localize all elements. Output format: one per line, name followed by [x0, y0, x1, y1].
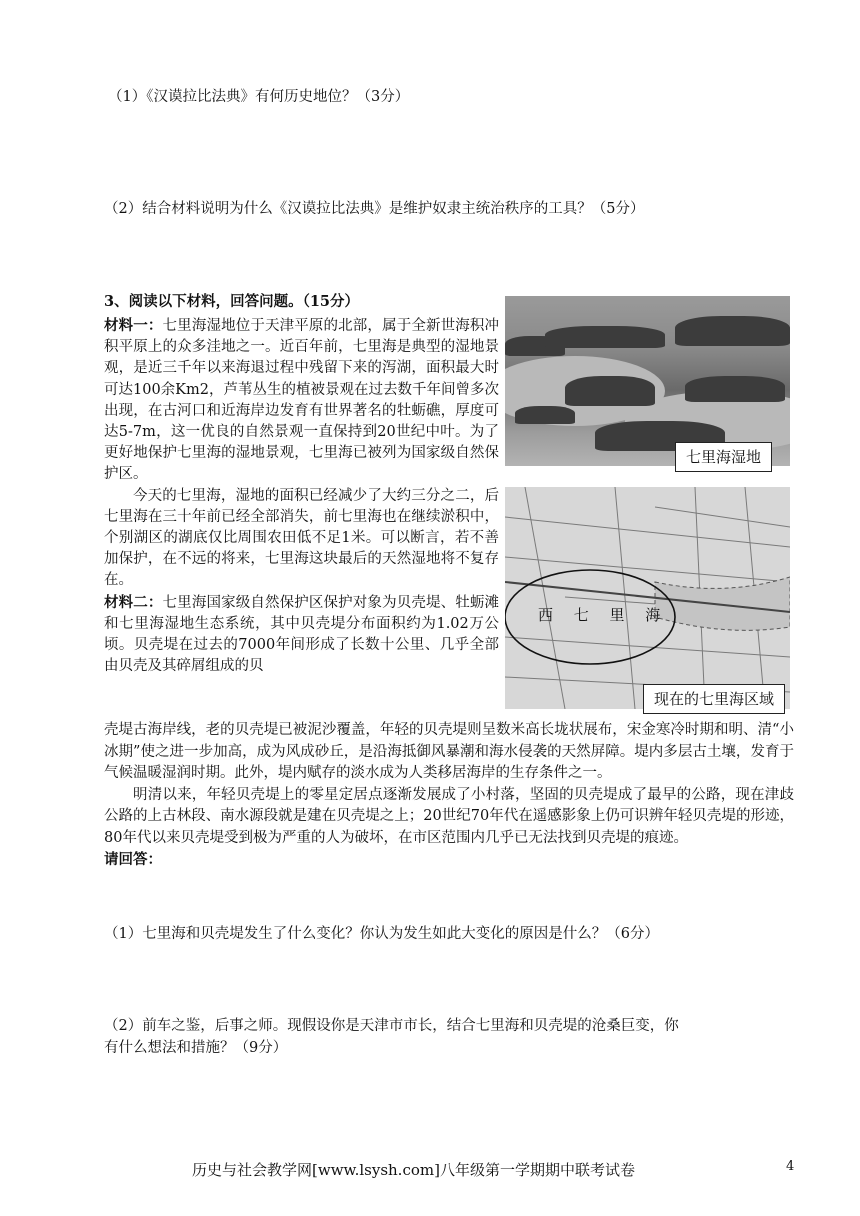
question-1-hammurabi: （1）《汉谟拉比法典》有何历史地位？（3分） [108, 89, 410, 105]
material-1 [104, 315, 499, 677]
footer: 历史与社会教学网[www.lsysh.com]八年级第一学期期中联考试卷 [192, 1161, 635, 1179]
ask-label: 请回答： [104, 851, 162, 868]
question-2-hammurabi: （2）结合材料说明为什么《汉谟拉比法典》是维护奴隶主统治秩序的工具？（5分） [104, 201, 645, 217]
question-3-2-line-1: （2）前车之鉴，后事之师。现假设你是天津市市长，结合七里海和贝壳堤的沧桑巨变，你 [104, 1018, 679, 1034]
page-number: 4 [786, 1159, 795, 1174]
material-2-paragraph-1-narrow: 七里海国家级自然保护区保护对象为贝壳堤、牡蛎滩和七里海湿地生态系统，其中贝壳堤分布面积约为1.02万公顷。贝壳堤在过去的7000年间形成了长数十公里、几乎全部由贝壳及其碎屑组成的贝 [104, 594, 500, 675]
wetland-photo [505, 296, 790, 466]
material-1-label: 材料一： [104, 317, 163, 334]
map-region-label: 西 七 里 海 [538, 606, 669, 624]
question-3-1: （1）七里海和贝壳堤发生了什么变化？你认为发生如此大变化的原因是什么？（6分） [104, 926, 659, 942]
material-2-label: 材料二： [104, 593, 163, 611]
photo-caption: 七里海湿地 [675, 442, 772, 472]
qilihai-map [505, 487, 790, 709]
material-1-paragraph-1: 七里海湿地位于天津平原的北部，属于全新世海积冲积平原上的众多洼地之一。近百年前，七里海是典型的湿地景观，是近三千年以来海退过程中残留下来的泻湖，面积最大时可达100余Km2，芦苇丛生的植被景观在过去数千年间曾多次出现，在古河口和近海岸边发育有世界著名的牡蛎礁，厚度可达5-7m，这一优良的自然景观一直保持到20世纪中叶。为了更好地保护七里海的湿地景观，七里海已被列为国家级自然保护区。 [104, 318, 500, 483]
material-2-paragraph-2: 明清以来，年轻贝壳堤上的零星定居点逐渐发展成了小村落，坚固的贝壳堤成了最早的公路，现在津歧公路的上古林段、南水源段就是建在贝壳堤之上；20世纪70年代在遥感影象上仍可识辨年轻贝壳堤的形迹，80年代以来贝壳堤受到极为严重的人为破坏，在市区范围内几乎已无法找到贝壳堤的痕迹。 [104, 786, 794, 846]
material-2-paragraph-1-wide: 壳堤古海岸线，老的贝壳堤已被泥沙覆盖，年轻的贝壳堤则呈数米高长垅状展布，宋金寒冷时期和明、清“小冰期”使之进一步加高，成为风成砂丘，是沿海抵御风暴潮和海水侵袭的天然屏障。堤内多层古土壤，发育于气候温暖湿润时期。此外，堤内赋存的淡水成为人类移居海岸的生存条件之一。 [104, 722, 794, 781]
material-2-continued [104, 720, 794, 871]
section-3-heading: 3、阅读以下材料，回答问题。（15分） [104, 293, 360, 310]
material-1-paragraph-2: 今天的七里海，湿地的面积已经减少了大约三分之二，后七里海在三十年前已经全部消失，前七里海也在继续淤积中，个别湖区的湖底仅比周围农田低不足1米。可以断言，若不善加保护，在不远的将来，七里海这块最后的天然湿地将不复存在。 [104, 487, 499, 589]
question-3-2-line-2: 有什么想法和措施？（9分） [104, 1040, 288, 1056]
map-caption: 现在的七里海区域 [643, 684, 785, 714]
